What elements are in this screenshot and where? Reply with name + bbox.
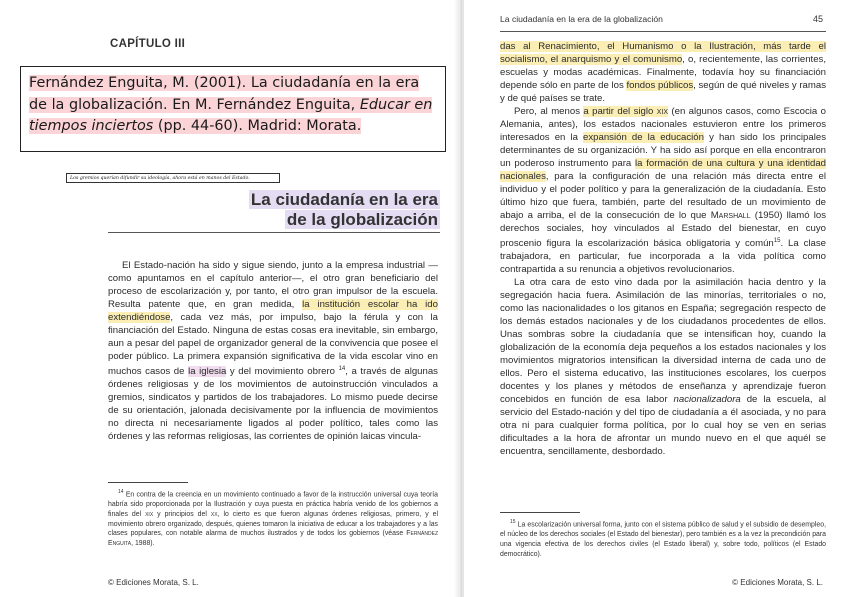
right-page (462, 0, 848, 597)
left-paragraph: El Estado-nación ha sido y sigue siendo, junto a la empresa industrial —como apuntamos en el capítulo anterior—, el otro gran beneficiario del proceso de escolarización y, por tanto, el otro gran impulsor de la escuela. Resulta patente que, en gran medida, la institución escolar ha ido extendiéndose, cada vez más, por impulso, bajo la férula y con la financiación del Estado. Ninguna de estas cosas era inevitable, sin embargo, aun a pesar del papel de organizador general de la convivencia que posee el poder público. La primera expansión significativa de la vida escolar vino en muchos casos de la iglesia y del movimiento obrero $^{14}$, a través de algunas órdenes religiosas y de los movimientos de autoinstrucción vinculados a gremios, sindicatos y partidos de los trabajadores. Lo mismo puede decirse de su orientación, jalonada decisivamente por la influencia de movimientos no directa ni necesariamente ligados al poder político, tales como las órdenes y las reformas religiosas, las corrientes de opinión laicas vincula- (108, 260, 438, 443)
footnote-15: $^{15}$ La escolarización universal forma, junto con el sistema público de salud y el subsidio de desempleo, el núcleo de los derechos sociales (el Estado del bienestar), pero también es a la vez la precondición para una vigencia efectiva de los derechos civiles (el Estado liberal) y, sobre todo, políticos (el Estado democrático). (500, 519, 826, 558)
right-paragraph-3: La otra cara de esto vino dada por la asimilación hacia dentro y la segregación hacia fuera. Asimilación de las minorías, territoriales o no, como las nacionalidades o los gitanos en España; segregación respecto de los demás estados nacionales y de los ciudadanos procedentes de ellos. Unas sombras sobre la ciudadanía que se intensifican hoy, cuando la globalización de la economía deja pequeños a los estados nacionales y los movimientos migratorios intensifican la diversidad interna de cada uno de ellos. Pero el sistema educativo, las instituciones escolares, los cuerpos docentes y los planes y métodos de enseñanza y aprendizaje fueron concebidos en función de esa labor nacionalizadora de la escuela, al servicio del Estado-nación y del tipo de ciudadanía a él asociada, y no para otra ni para cualquier forma política, por lo cual hoy se ven en serias dificultades a la hora de afrontar un mundo nuevo en el que aquél se encuentra, sencillamente, desbordado. (500, 277, 827, 458)
footnote-ref-14: 14 (338, 366, 346, 372)
citation-book-title: Educar en tiempos inciertos (29, 96, 433, 134)
right-paragraph-1: das al Renacimiento, el Humanismo o la Ilustración, más tarde el socialismo, el anarquismo y el comunismo, o, recientemente, las corrientes, escuelas y modas académicas. Finalmente, todavía hoy su financiación depende sólo en parte de los fondos públicos, según de qué niveles y ramas y de qué países se trate. (500, 41, 826, 104)
footnote-14: $^{14}$ En contra de la creencia en un movimiento continuado a favor de la instrucción universal cuya teoría habría sido proporcionada por la Ilustración y cuya puesta en práctica habría venido de los gobiernos a finales del xix y principios del xx, lo cierto es que fueron algunas órdenes religiosas, primero, y el movimiento obrero organizado, después, quienes tomaron la iniciativa de educar a los trabajadores y a las clases populares, con notable alarma de muchos ilustrados y de todos los gobiernos (véase Fernández Enguita, 1988). (108, 489, 439, 548)
citation-box (20, 66, 446, 152)
highlight-siglo-xix: a partir del siglo xix (583, 106, 669, 117)
highlight-iglesia: la iglesia (188, 366, 227, 378)
highlight-institucion: la institución escolar ha ido extendiéndose (108, 299, 438, 323)
highlight-fondos-publicos: fondos públicos (626, 80, 694, 91)
chapter-title-line-1: La ciudadanía en la era (250, 190, 438, 209)
highlight-expansion-educacion: expansión de la educación (583, 132, 704, 143)
footnote-divider (108, 482, 188, 483)
footnote-ref-15: 15 (773, 238, 781, 244)
highlight-renacimiento: das al Renacimiento, el Humanismo o la Ilustración, más tarde el socialismo, el anarquismo y el comunismo (500, 41, 826, 65)
highlight-identidad-nacional: la formación de una cultura y una identidad nacionales (500, 158, 826, 182)
running-header: La ciudadanía en la era de la globalización (500, 14, 663, 24)
page-number: 45 (812, 14, 823, 24)
title-rule (108, 232, 440, 233)
left-page-footer: © Ediciones Morata, S. L. (108, 578, 199, 587)
footnote-divider-right (500, 512, 580, 513)
left-body-text (108, 259, 438, 443)
chapter-title-line-2: de la globalización (286, 210, 438, 229)
right-body-text (500, 40, 826, 458)
header-rule (500, 31, 826, 32)
handwritten-note: Los gremios querían difundir su ideología, ahora está en manos del Estado. (66, 173, 280, 183)
chapter-title (180, 190, 440, 230)
right-paragraph-2: Pero, al menos a partir del siglo xix (en algunos casos, como Escocia o Alemania, antes), los estados nacionales estuvieron entre los primeros interesados en la expansión de la educación y han sido los principales determinantes de su organización. Y ha sido así porque en ella encontraron un poderoso instrumento para la formación de una cultura y una identidad nacionales, para la configuración de una relación más directa entre el individuo y el poder político y para la generalización de la ciudadanía. Esto último hizo que fuera, también, parte del resultado de un movimiento de abajo a arriba, el de la consecución de lo que Marshall (1950) llamó los derechos sociales, hoy vinculados al Estado del bienestar, en cuyo proscenio figura la escolarización básica obligatoria y común$^{15}$. La clase trabajadora, en particular, fue incorporada a la vida política como contrapartida a su renuncia a objetivos revolucionarios. (500, 106, 826, 276)
right-page-footer: © Ediciones Morata, S. L. (732, 578, 823, 587)
chapter-label: CAPÍTULO III (110, 38, 186, 50)
citation-text: Fernández Enguita, M. (2001). La ciudadanía en la era de la globalización. En M. Fernández Enguita, Educar en tiempos inciertos (pp. 44-60). Madrid: Morata. (29, 75, 433, 134)
